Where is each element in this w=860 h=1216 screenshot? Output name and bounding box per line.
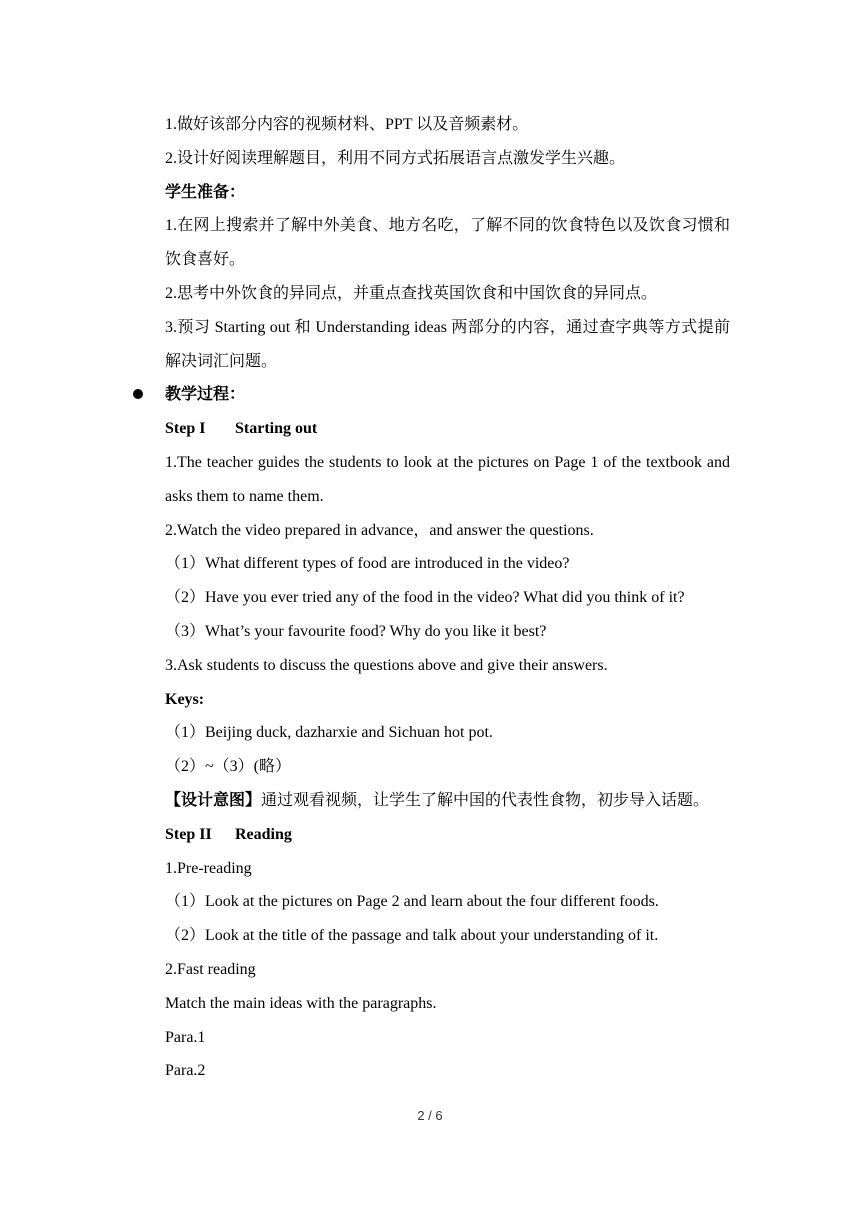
paragraph-2-label: Para.2 [165,1062,206,1080]
step-2-heading [130,818,730,852]
teacher-prep-item-1: 1.做好该部分内容的视频材料、PPT 以及音频素材。 [165,116,529,133]
teaching-process-label: 教学过程： [165,386,246,404]
student-prep-item-1: 1.在网上搜索并了解中外美食、地方名吃，了解不同的饮食特色以及饮食习惯和饮食喜好。 [165,217,730,269]
pre-reading-heading: 1.Pre-reading [165,859,252,877]
step-1-title: Starting out [235,420,318,438]
paragraph-1-label: Para.1 [165,1028,206,1046]
bullet-icon [133,389,143,399]
step-1-item-3: 3.Ask students to discuss the questions above and give their answers. [165,656,608,674]
student-prep-item-2: 2.思考中外饮食的异同点，并重点查找英国饮食和中国饮食的异同点。 [165,284,658,302]
step-2-title: Reading [235,825,292,843]
step-1-label: Step I [165,420,206,438]
teaching-process-heading [130,378,730,412]
student-prep-heading: 学生准备： [165,183,246,201]
step-2-label: Step II [165,825,212,843]
page-number: 2 / 6 [417,1108,443,1123]
step-1-question-3: （3）What’s your favourite food? Why do you like it best? [165,622,547,640]
pre-reading-item-1: （1）Look at the pictures on Page 2 and learn about the four different foods. [165,893,659,911]
step-1-question-2: （2）Have you ever tried any of the food in the video? What did you think of it? [165,589,685,607]
design-intent-text: 通过观看视频，让学生了解中国的代表性食物，初步导入话题。 [261,791,710,809]
fast-reading-instruction: Match the main ideas with the paragraphs. [165,994,437,1012]
step-1-item-2: 2.Watch the video prepared in advance，and answer the questions. [165,521,594,539]
fast-reading-heading: 2.Fast reading [165,960,256,978]
step-1-question-1: （1）What different types of food are introduced in the video? [165,555,570,573]
pre-reading-item-2: （2）Look at the title of the passage and talk about your understanding of it. [165,927,659,945]
design-intent-label: 【设计意图】 [165,791,262,809]
document-body [130,108,730,1088]
keys-label: Keys: [165,690,205,708]
step-1-item-1: 1.The teacher guides the students to look at the pictures on Page 1 of the textbook and asks them to name them. [165,453,730,505]
key-2: （2）~（3）(略） [165,758,291,776]
step-1-heading [130,412,730,446]
design-intent [130,784,730,818]
student-prep-item-3: 3.预习 Starting out 和 Understanding ideas 两部分的内容，通过查字典等方式提前解决词汇问题。 [165,318,730,370]
teacher-prep-item-2: 2.设计好阅读理解题目，利用不同方式拓展语言点激发学生兴趣。 [165,149,626,167]
key-1: （1）Beijing duck, dazharxie and Sichuan hot pot. [165,724,493,742]
